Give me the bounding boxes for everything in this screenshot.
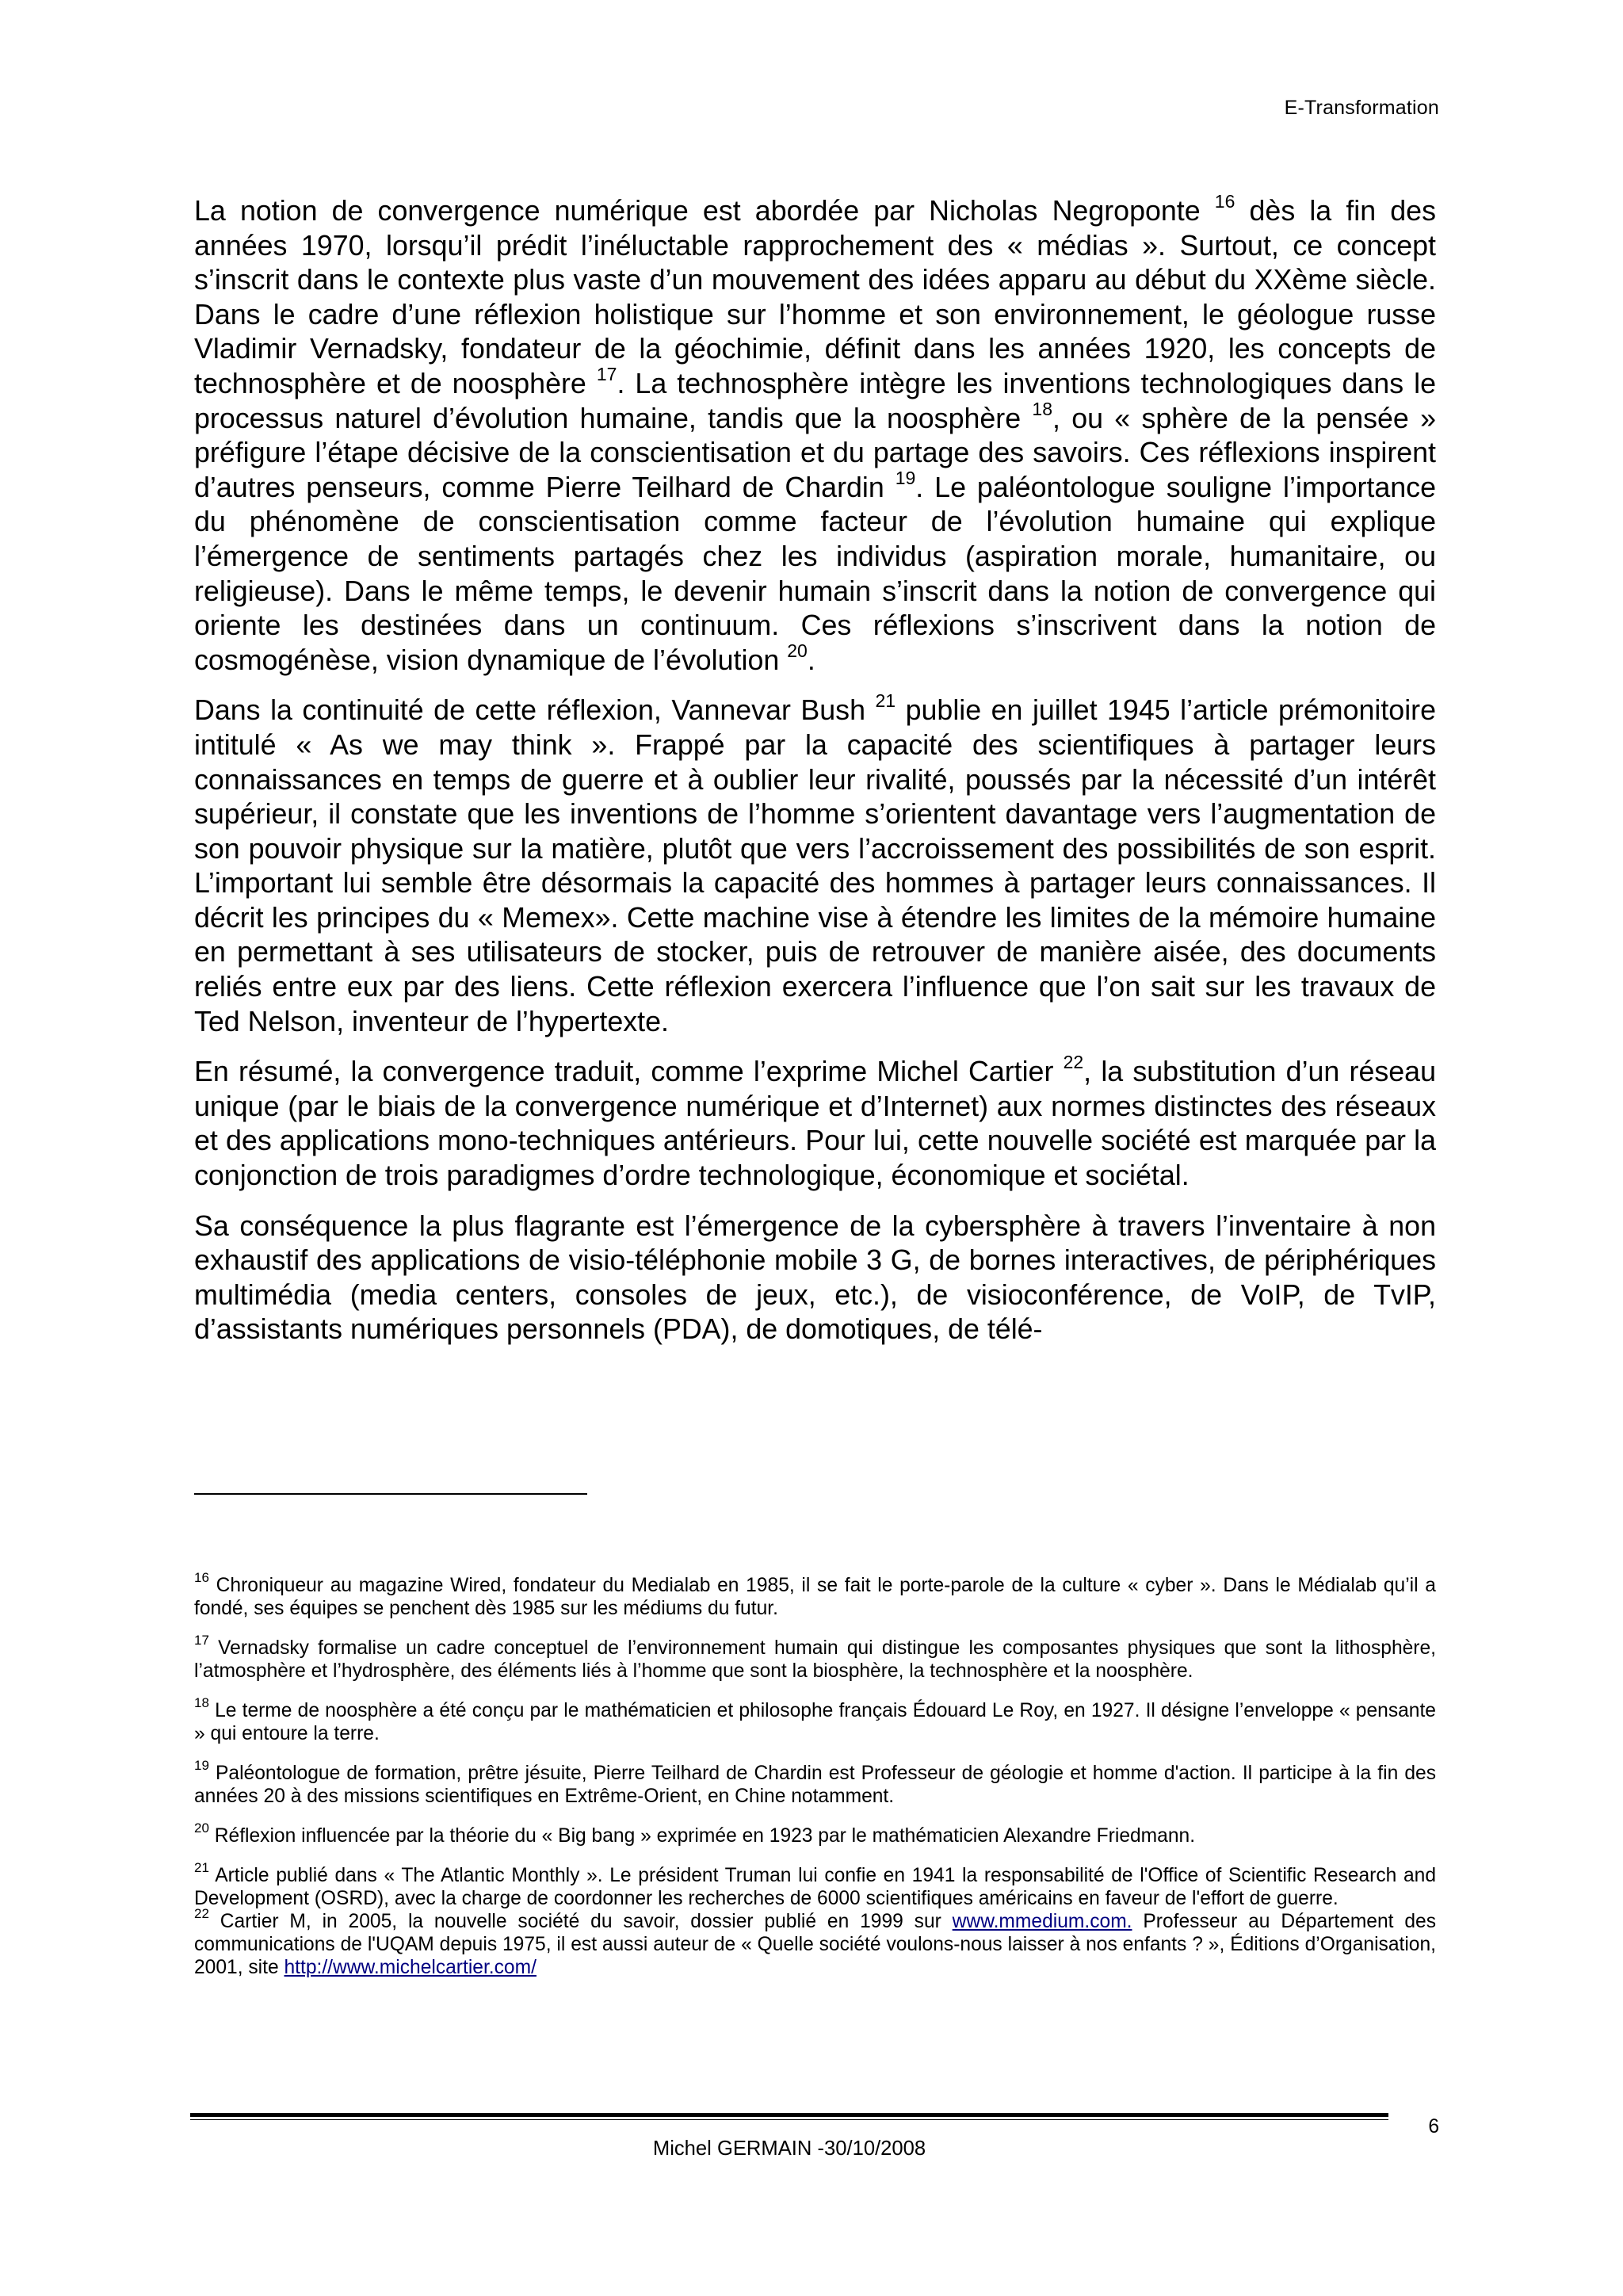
footnote-ref-17[interactable]: 17 — [596, 363, 617, 384]
footnote-ref-16[interactable]: 16 — [1214, 191, 1235, 212]
paragraph-convergence — [194, 191, 1436, 678]
footnote-number: 18 — [194, 1695, 209, 1710]
footnote-number: 16 — [194, 1570, 209, 1585]
footnote-20 — [194, 1820, 1436, 1847]
footer-rule — [190, 2113, 1388, 2120]
footnote-text: Le terme de noosphère a été conçu par le mathématicien et philosophe français Édouard Le Roy, en 1927. Il désigne l’enveloppe « pensante » qui entoure la terre. — [194, 1700, 1436, 1744]
footnote-number: 19 — [194, 1758, 209, 1773]
body-text — [194, 191, 1436, 1363]
text-run: . — [807, 644, 815, 676]
paragraph-vannevar-bush — [194, 690, 1436, 1039]
footnote-17 — [194, 1633, 1436, 1683]
footnote-number: 17 — [194, 1633, 209, 1648]
text-run: dès la fin des années 1970, lorsqu’il prédit l’inéluctable rapprochement des « médias ». Surtout, ce concept s’inscrit dans le contexte plus vaste d’un mouvement des idées apparu au début du XXème siècle. Dans le cadre d’une réflexion holistique sur l’homme et son environnement, le géologue russe Vladimir Vernadsky, fondateur de la géochimie, définit dans les années 1920, les concepts de technosphère et de noosphère — [194, 195, 1436, 399]
footnotes — [194, 1570, 1436, 1996]
michelcartier-link[interactable]: http://www.michelcartier.com/ — [284, 1957, 537, 1978]
footnote-ref-22[interactable]: 22 — [1063, 1052, 1084, 1073]
mmedium-link[interactable]: www.mmedium.com. — [952, 1911, 1132, 1932]
footnote-22 — [194, 1906, 1436, 1979]
footnote-19 — [194, 1758, 1436, 1808]
footnote-separator — [194, 1493, 587, 1495]
footnote-ref-19[interactable]: 19 — [895, 467, 916, 488]
text-run: publie en juillet 1945 l’article prémonitoire intitulé « As we may think ». Frappé par la capacité des scientifiques à partager leurs connaissances en temps de guerre et à oublier leur rivalité, poussés par la nécessité d’un intérêt supérieur, il constate que les inventions de l’homme s’orientent davantage vers l’augmentation de son pouvoir physique sur la matière, plutôt que vers l’accroissement des possibilités de son esprit. L’important lui semble être désormais la capacité des hommes à partager leurs connaissances. Il décrit les principes du « Memex». Cette machine vise à étendre les limites de la mémoire humaine en permettant à ses utilisateurs de stocker, puis de retrouver de manière aisée, des documents reliés entre eux par des liens. Cette réflexion exercera l’influence que l’on sait sur les travaux de Ted Nelson, inventeur de l’hypertexte. — [194, 694, 1436, 1037]
paragraph-resume — [194, 1052, 1436, 1193]
footnote-text: Article publié dans « The Atlantic Monthly ». Le président Truman lui confie en 1941 la responsabilité de l'Office of Scientific Research and Development (OSRD), avec la charge de coordonner les recherches de 6000 scientifiques américains en faveur de l'effort de guerre. — [194, 1865, 1436, 1909]
page-number: 6 — [1428, 2116, 1439, 2137]
text-run: En résumé, la convergence traduit, comme l’exprime Michel Cartier — [194, 1056, 1064, 1088]
text-run: . La technosphère intègre les inventions technologiques dans le processus naturel d’évolution humaine, tandis que la noosphère — [194, 367, 1436, 434]
footnote-text: Réflexion influencée par la théorie du « Big bang » exprimée en 1923 par le mathématicien Alexandre Friedmann. — [208, 1825, 1196, 1847]
text-run: . Le paléontologue souligne l’importance du phénomène de conscientisation comme facteur de l’évolution humaine qui explique l’émergence de sentiments partagés chez les individus (aspiration morale, humanitaire, ou religieuse). Dans le même temps, le devenir humain s’inscrit dans la notion de convergence qui oriente les destinées dans un continuum. Ces réflexions s’inscrivent dans la notion de cosmogénèse, vision dynamique de l’évolution — [194, 471, 1436, 676]
running-header: E-Transformation — [1284, 97, 1439, 119]
footnote-text: Cartier M, in 2005, la nouvelle société du savoir, dossier publié en 1999 sur — [208, 1911, 953, 1932]
text-run: , la substitution d’un réseau unique (par le biais de la convergence numérique et d’Internet) aux normes distinctes des réseaux et des applications mono-techniques antérieurs. Pour lui, cette nouvelle société est marquée par la conjonction de trois paradigmes d’ordre technologique, économique et sociétal. — [194, 1056, 1436, 1192]
text-run: Dans la continuité de cette réflexion, Vannevar Bush — [194, 694, 876, 727]
footnote-text: Vernadsky formalise un cadre conceptuel de l’environnement humain qui distingue les composantes physiques que sont la lithosphère, l’atmosphère et l’hydrosphère, des éléments liés à l’homme que sont la biosphère, la technosphère et la noosphère. — [194, 1637, 1436, 1682]
footnote-text: Paléontologue de formation, prêtre jésuite, Pierre Teilhard de Chardin est Professeur de géologie et homme d'action. Il participe à la fin des années 20 à des missions scientifiques en Extrême-Orient, en Chine notamment. — [194, 1763, 1436, 1807]
footnote-18 — [194, 1695, 1436, 1745]
text-run: Sa conséquence la plus flagrante est l’émergence de la cybersphère à travers l’inventaire à non exhaustif des applications de visio-téléphonie mobile 3 G, de bornes interactives, de périphériques multimédia (media centers, consoles de jeux, etc.), de visioconférence, de VoIP, de TvIP, d’assistants numériques personnels (PDA), de domotiques, de télé- — [194, 1209, 1436, 1346]
footnote-number: 20 — [194, 1820, 209, 1836]
footnote-ref-18[interactable]: 18 — [1032, 398, 1052, 419]
footnote-number: 22 — [194, 1906, 209, 1921]
footnote-text: Chroniqueur au magazine Wired, fondateur du Medialab en 1985, il se fait le porte-parole de la culture « cyber ». Dans le Médialab qu’il a fondé, ses équipes se penchent dès 1985 sur les médiums du futur. — [194, 1575, 1436, 1619]
footnote-16 — [194, 1570, 1436, 1620]
footnote-ref-20[interactable]: 20 — [787, 640, 808, 661]
text-run: La notion de convergence numérique est abordée par Nicholas Negroponte — [194, 195, 1215, 227]
footnote-text: Professeur au Département des communications de l'UQAM depuis 1975, il est aussi auteur de « Quelle société voulons-nous laisser à nos enfants ? », Éditions d’Organisation, 2001, site — [194, 1911, 1436, 1978]
footer-author-date: Michel GERMAIN -30/10/2008 — [652, 2137, 926, 2160]
text-run: , ou « sphère de la pensée » préfigure l’étape décisive de la conscientisation et du partage des savoirs. Ces réflexions inspirent d’autres penseurs, comme Pierre Teilhard de Chardin — [194, 402, 1436, 503]
paragraph-consequence — [194, 1209, 1436, 1347]
footnote-ref-21[interactable]: 21 — [875, 690, 896, 712]
footnote-number: 21 — [194, 1860, 209, 1875]
footnote-21 — [194, 1860, 1436, 1910]
